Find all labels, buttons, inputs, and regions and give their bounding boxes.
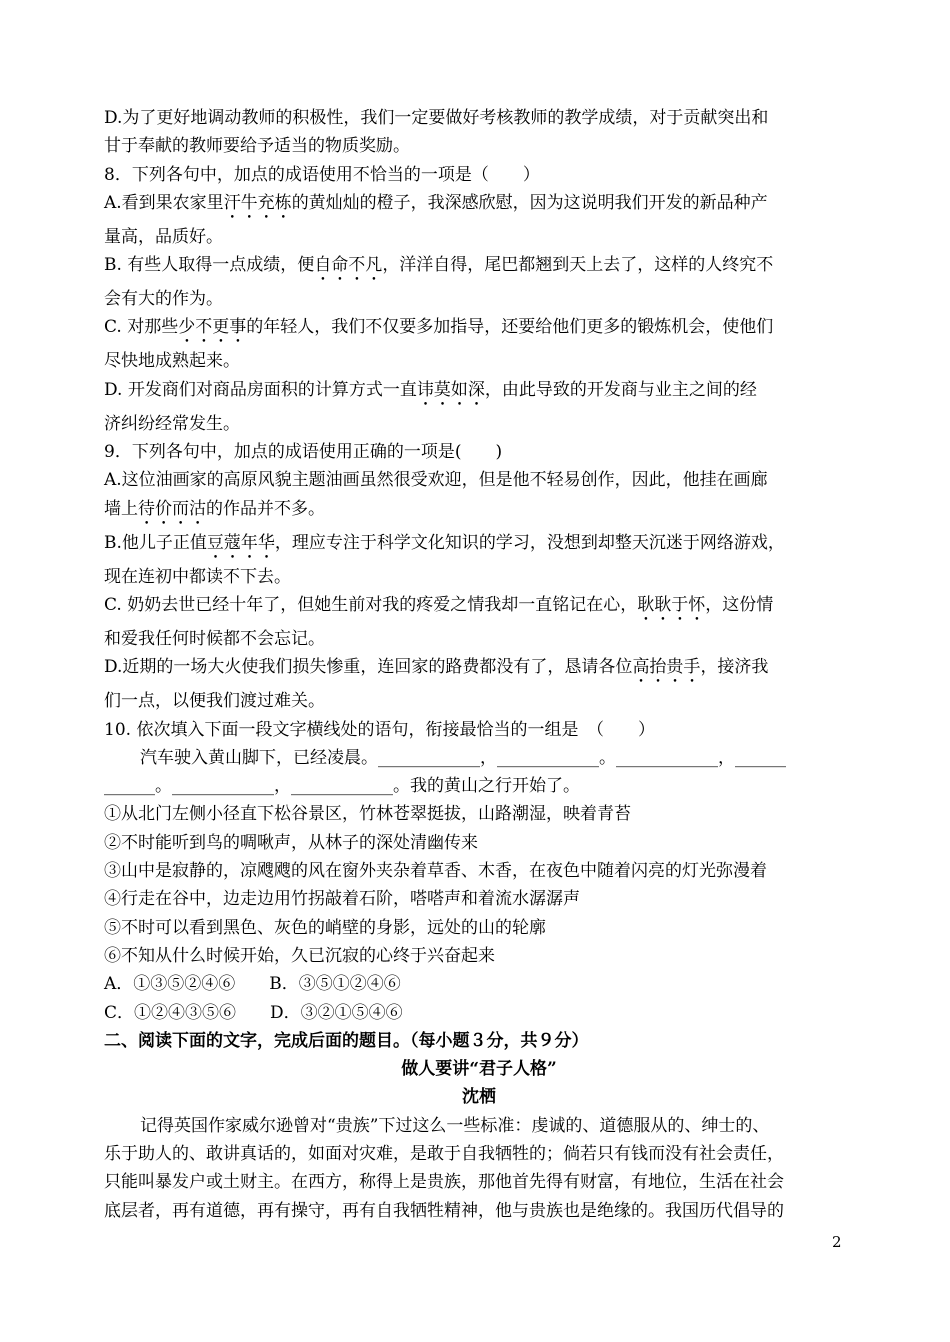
text-segment: D.近期的一场大火使我们损失惨重，连回家的路费都没有了，恳请各位 <box>104 657 633 678</box>
text-line: ①从北门左侧小径直下松谷景区，竹林苍翠挺拔，山路潮湿，映着青苔 <box>104 804 631 825</box>
text-line: 尽快地成熟起来。 <box>104 351 240 372</box>
text-line: A.这位油画家的高原风貌主题油画虽然很受欢迎，但是他不轻易创作，因此，他挂在画廊 <box>104 470 768 491</box>
emphasized-idiom: 自命不凡 <box>314 255 383 276</box>
text-line: 和爱我任何时候都不会忘记。 <box>104 628 325 649</box>
text-segment: ，理应专注于科学文化知识的学习，没想到却整天沉迷于网络游戏， <box>274 532 785 553</box>
text-line: 底层者，再有道德，再有操守，再有自我牺牲精神，他与贵族也是绝缘的。我国历代倡导的 <box>104 1200 784 1221</box>
text-line: ⑤不时可以看到黑色、灰色的峭壁的身影，远处的山的轮廓 <box>104 917 546 938</box>
text-line: ②不时能听到鸟的啁啾声，从林子的深处清幽传来 <box>104 832 478 853</box>
emphasized-idiom: 讳莫如深 <box>416 379 485 400</box>
text-line: D.为了更好地调动教师的积极性，我们一定要做好考核教师的教学成绩，对于贡献突出和 <box>104 108 769 128</box>
text-segment: A.看到果农家里 <box>104 192 224 213</box>
text-segment: ，洋洋自得，尾巴都翘到天上去了，这样的人终究不 <box>382 255 774 276</box>
text-segment: ，这份情 <box>705 594 774 615</box>
text-segment: 墙上 <box>104 498 138 519</box>
text-line <box>104 251 854 285</box>
text-segment: ，接济我 <box>700 657 769 678</box>
text-segment: C. 对那些 <box>104 317 179 338</box>
heading-line: 做人要讲“君子人格” <box>401 1059 557 1080</box>
text-line: 会有大的作为。 <box>104 289 223 310</box>
text-segment: 的年轻人，我们不仅要多加指导，还要给他们更多的锻炼机会，使他们 <box>246 317 774 338</box>
text-line: ④行走在谷中，边走边用竹拐敲着石阶，嗒嗒声和着流水潺潺声 <box>104 889 580 910</box>
text-line: A．①③⑤②④⑥ B．③⑤①②④⑥ <box>104 974 401 995</box>
text-segment: D. 开发商们对商品房面积的计算方式一直 <box>104 379 417 400</box>
text-line <box>104 653 854 687</box>
text-segment: B.他儿子正值 <box>104 532 207 553</box>
emphasized-idiom: 耿耿于怀 <box>637 594 706 615</box>
text-line: C．①②④③⑤⑥ D．③②①⑤④⑥ <box>104 1002 403 1023</box>
emphasized-idiom: 少不更事 <box>178 317 247 338</box>
text-line: 8．下列各句中，加点的成语使用不恰当的一项是（ ） <box>104 164 540 185</box>
emphasized-idiom: 高抬贵手 <box>632 657 701 678</box>
heading-line: 沈栖 <box>462 1087 496 1108</box>
text-segment: 的黄灿灿的橙子，我深感欣慰，因为这说明我们开发的新品种产 <box>291 192 768 213</box>
text-line: 记得英国作家威尔逊曾对“贵族”下过这么一些标准：虔诚的、道德服从的、绅士的、 <box>140 1115 770 1136</box>
text-segment: ，由此导致的开发商与业主之间的经 <box>484 379 757 400</box>
text-line: ③山中是寂静的，凉飕飕的风在窗外夹杂着草香、木香，在夜色中随着闪亮的灯光弥漫着 <box>104 861 767 882</box>
text-line: 只能叫暴发户或土财主。在西方，称得上是贵族，那他首先得有财富，有地位，生活在社会 <box>104 1172 784 1193</box>
text-line: 9．下列各句中，加点的成语使用正确的一项是( ) <box>104 442 503 463</box>
text-line <box>104 313 854 347</box>
text-line: 济纠纷经常发生。 <box>104 413 240 434</box>
text-line <box>104 189 854 223</box>
emphasized-idiom: 待价而沽 <box>138 498 206 519</box>
text-line: ⑥不知从什么时候开始，久已沉寂的心终于兴奋起来 <box>104 945 495 966</box>
text-line: 们一点，以便我们渡过难关。 <box>104 691 325 712</box>
text-line: 量高，品质好。 <box>104 226 223 247</box>
text-line <box>104 495 854 529</box>
text-line: 现在连初中都读不下去。 <box>104 566 291 587</box>
page-number: 2 <box>832 1233 842 1251</box>
emphasized-idiom: 豆蔻年华 <box>206 532 275 553</box>
text-line: 甘于奉献的教师要给予适当的物质奖励。 <box>104 136 410 157</box>
text-line: 10. 依次填入下面一段文字横线处的语句，衔接最恰当的一组是 （ ） <box>104 719 655 740</box>
text-line <box>104 529 854 563</box>
text-line <box>104 591 854 625</box>
text-segment: C. 奶奶去世已经十年了，但她生前对我的疼爱之情我却一直铭记在心， <box>104 594 638 615</box>
text-line <box>104 376 854 410</box>
document-body <box>104 104 854 1225</box>
text-line: 汽车驶入黄山脚下，已经凌晨。____________，____________。____________，______ <box>140 747 786 768</box>
text-segment: B. 有些人取得一点成绩，便 <box>104 255 315 276</box>
text-line: ______。____________，____________。我的黄山之行开始了。 <box>104 776 580 797</box>
text-line: 二、阅读下面的文字，完成后面的题目。（每小题３分，共９分） <box>104 1030 589 1051</box>
emphasized-idiom: 汗牛充栋 <box>223 192 292 213</box>
text-segment: 的作品并不多。 <box>206 498 325 519</box>
text-line: 乐于助人的、敢讲真话的，如面对灾难，是敢于自我牺牲的；倘若只有钱而没有社会责任， <box>104 1144 784 1165</box>
